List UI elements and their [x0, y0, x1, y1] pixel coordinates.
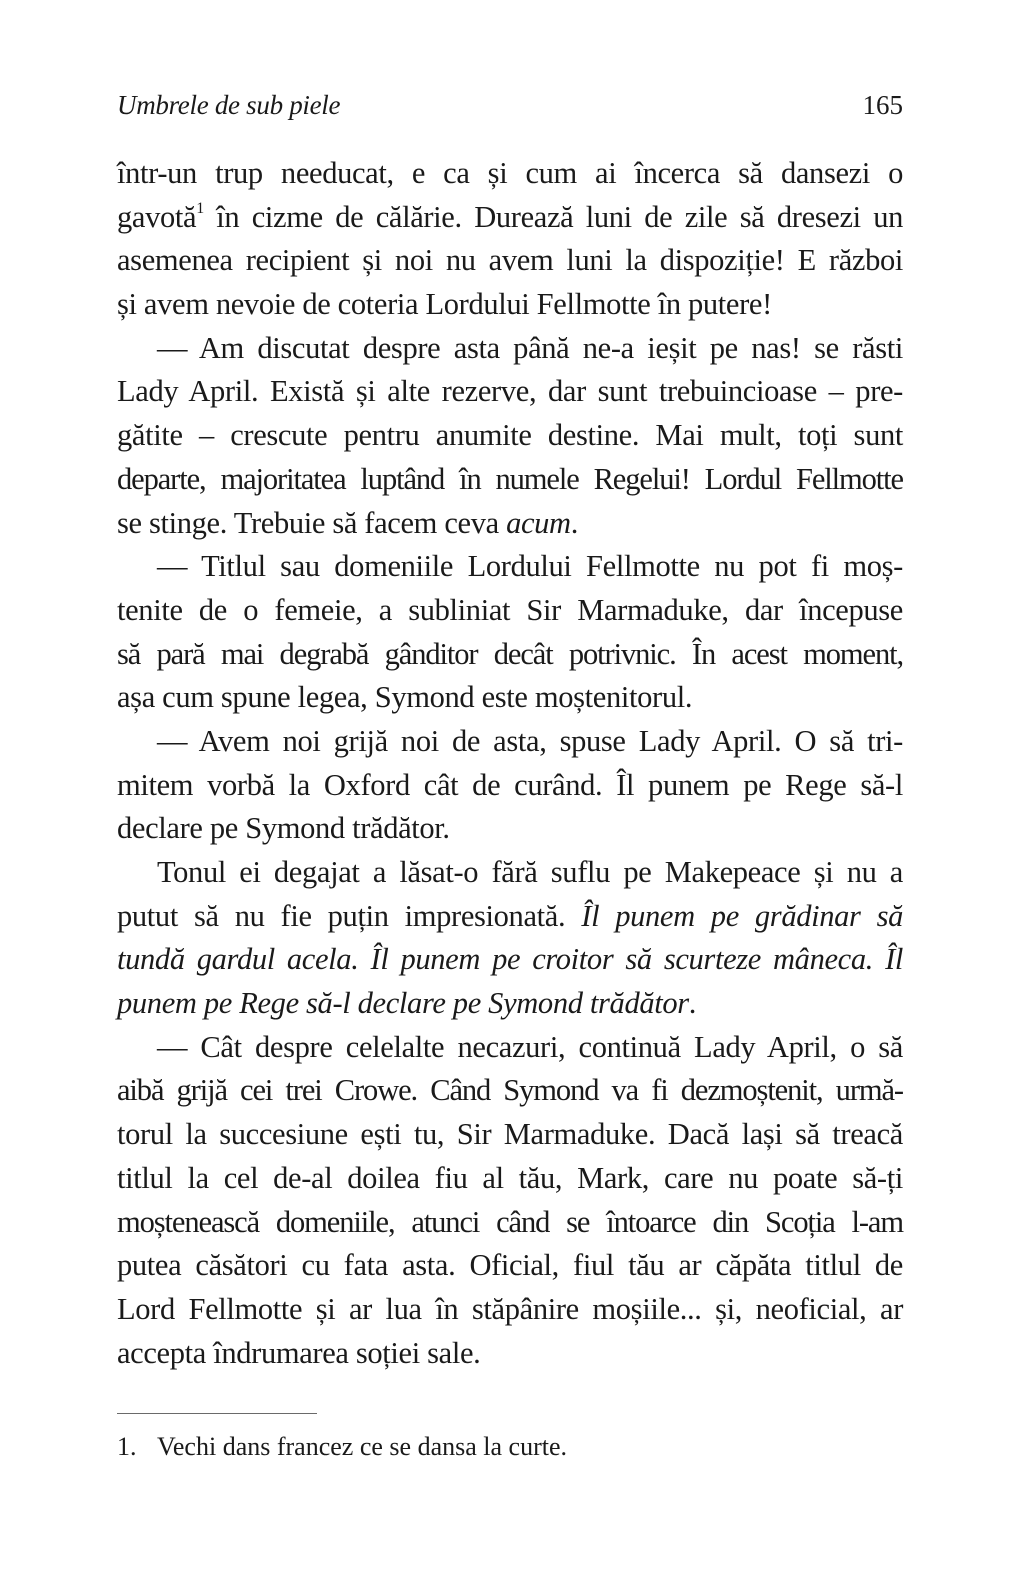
text-line: torul la succesiune ești tu, Sir Marmaduke. Dacă lași să treacă [117, 1117, 903, 1152]
text-line: și avem nevoie de coteria Lordului Fellmotte în putere! [117, 287, 772, 322]
text-line: asemenea recipient și noi nu avem luni la dispoziție! E război [117, 243, 903, 278]
text-line: — Titlul sau domeniile Lordului Fellmotte nu pot fi moș- [157, 549, 903, 584]
emphasis: punem pe Rege să-l declare pe Symond trădător [117, 986, 689, 1021]
text-line: declare pe Symond trădător. [117, 811, 450, 846]
footnote [117, 1432, 567, 1462]
emphasis: acum [506, 505, 571, 540]
text-fragment: putut să nu fie puțin impresionată. [117, 898, 582, 933]
text-line [117, 196, 903, 240]
text-fragment: gavotă [117, 199, 197, 234]
text-fragment: . [688, 986, 697, 1021]
text-line: aibă grijă cei trei Crowe. Când Symond va fi dezmoștenit, urmă- [117, 1073, 903, 1108]
text-line: — Avem noi grijă noi de asta, spuse Lady April. O să tri- [157, 723, 903, 758]
text-line: tundă gardul acela. Îl punem pe croitor să scurteze mâneca. Îl [117, 942, 903, 977]
text-line: Lord Fellmotte și ar lua în stăpânire moșiile... și, neoficial, ar [117, 1291, 903, 1326]
text-line: mitem vorbă la Oxford cât de curând. Îl punem pe Rege să-l [117, 767, 903, 802]
text-line: accepta îndrumarea soției sale. [117, 1335, 481, 1370]
text-line [117, 982, 903, 1026]
text-line [117, 502, 903, 546]
footnote-reference[interactable]: 1 [196, 199, 204, 217]
text-fragment: . [570, 505, 579, 540]
text-line: titlul la cel de-al doilea fiu al tău, Mark, care nu poate să-ți [117, 1160, 903, 1195]
text-line: gătite – crescute pentru anumite destine. Mai mult, toți sunt [117, 418, 903, 453]
text-line: tenite de o femeie, a subliniat Sir Marmaduke, dar începuse [117, 592, 903, 627]
text-line: — Am discutat despre asta până ne-a ieșit pe nas! se răsti [157, 330, 903, 365]
text-fragment: se stinge. Trebuie să facem ceva [117, 505, 507, 540]
text-line: să pară mai degrabă gânditor decât potrivnic. În acest moment, [117, 636, 903, 671]
text-line: Tonul ei degajat a lăsat-o fără suflu pe Makepeace și nu a [157, 855, 903, 889]
text-line: așa cum spune legea, Symond este moștenitorul. [117, 680, 693, 715]
emphasis: Îl punem pe grădinar să [581, 898, 904, 933]
text-line [117, 895, 903, 939]
text-line: moștenească domeniile, atunci când se întoarce din Scoția l-am [117, 1204, 903, 1239]
page-number: 165 [862, 90, 903, 120]
text-line: într-un trup needucat, e ca și cum ai încerca să dansezi o [117, 156, 903, 190]
footnote-number: 1. [117, 1432, 137, 1461]
running-title: Umbrele de sub piele [117, 90, 341, 120]
text-line: departe, majoritatea luptând în numele Regelui! Lordul Fellmotte [117, 461, 903, 496]
footnote-text: Vechi dans francez ce se dansa la curte. [157, 1432, 567, 1461]
text-line: — Cât despre celelalte necazuri, continuă Lady April, o să [157, 1029, 903, 1064]
text-line: Lady April. Există și alte rezerve, dar sunt trebuincioase – pre- [117, 374, 903, 409]
footnote-divider [117, 1413, 317, 1414]
text-line: putea căsători cu fata asta. Oficial, fiul tău ar căpăta titlul de [117, 1248, 903, 1283]
body-text [117, 152, 903, 1375]
text-fragment: în cizme de călărie. Durează luni de zile să dresezi un [203, 199, 903, 234]
running-head [117, 90, 903, 130]
